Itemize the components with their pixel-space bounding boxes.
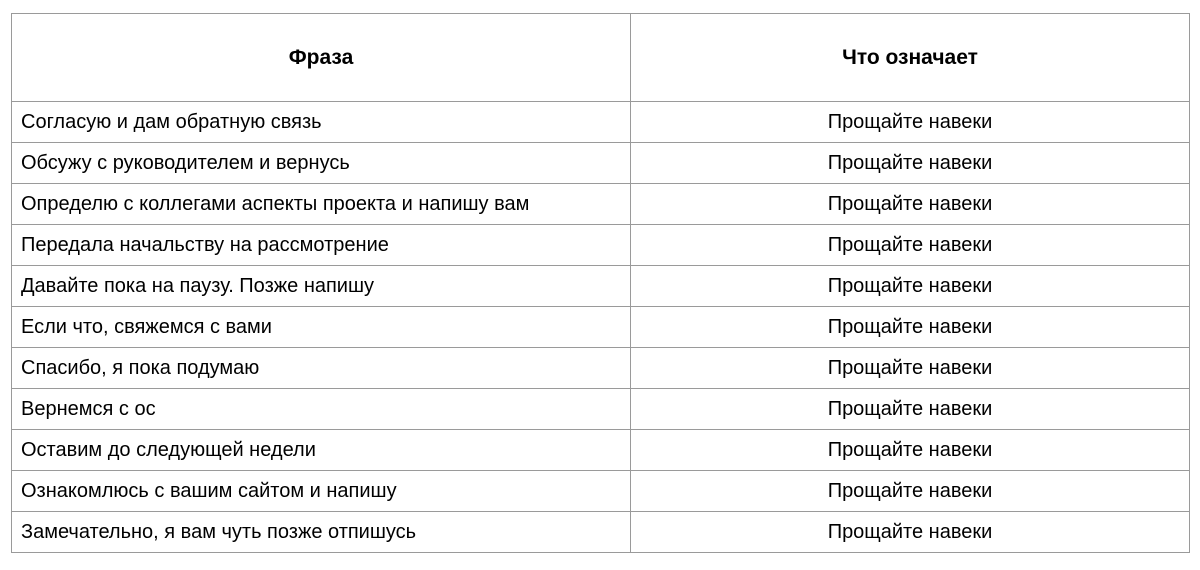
meaning-cell: Прощайте навеки (631, 307, 1190, 348)
phrase-cell: Оставим до следующей недели (12, 430, 631, 471)
meaning-cell: Прощайте навеки (631, 266, 1190, 307)
table-row (12, 266, 1190, 307)
phrase-cell: Обсужу с руководителем и вернусь (12, 143, 631, 184)
phrase-cell: Передала начальству на рассмотрение (12, 225, 631, 266)
table-row (12, 471, 1190, 512)
table-row (12, 512, 1190, 553)
meaning-cell: Прощайте навеки (631, 430, 1190, 471)
table-row (12, 225, 1190, 266)
phrase-cell: Ознакомлюсь с вашим сайтом и напишу (12, 471, 631, 512)
meaning-cell: Прощайте навеки (631, 184, 1190, 225)
table-row (12, 143, 1190, 184)
table-header-row (12, 14, 1190, 102)
phrase-cell: Если что, свяжемся с вами (12, 307, 631, 348)
meaning-cell: Прощайте навеки (631, 225, 1190, 266)
table-row (12, 430, 1190, 471)
column-header-phrase: Фраза (12, 14, 631, 102)
phrase-cell: Давайте пока на паузу. Позже напишу (12, 266, 631, 307)
phrase-cell: Согласую и дам обратную связь (12, 102, 631, 143)
meaning-cell: Прощайте навеки (631, 389, 1190, 430)
meaning-cell: Прощайте навеки (631, 143, 1190, 184)
meaning-cell: Прощайте навеки (631, 512, 1190, 553)
column-header-meaning: Что означает (631, 14, 1190, 102)
table-row (12, 389, 1190, 430)
phrase-cell: Спасибо, я пока подумаю (12, 348, 631, 389)
phrase-table (11, 13, 1190, 553)
table-row (12, 307, 1190, 348)
table-row (12, 348, 1190, 389)
table-row (12, 102, 1190, 143)
phrase-cell: Вернемся с ос (12, 389, 631, 430)
phrase-cell: Определю с коллегами аспекты проекта и напишу вам (12, 184, 631, 225)
meaning-cell: Прощайте навеки (631, 102, 1190, 143)
meaning-cell: Прощайте навеки (631, 471, 1190, 512)
phrase-cell: Замечательно, я вам чуть позже отпишусь (12, 512, 631, 553)
meaning-cell: Прощайте навеки (631, 348, 1190, 389)
table-row (12, 184, 1190, 225)
